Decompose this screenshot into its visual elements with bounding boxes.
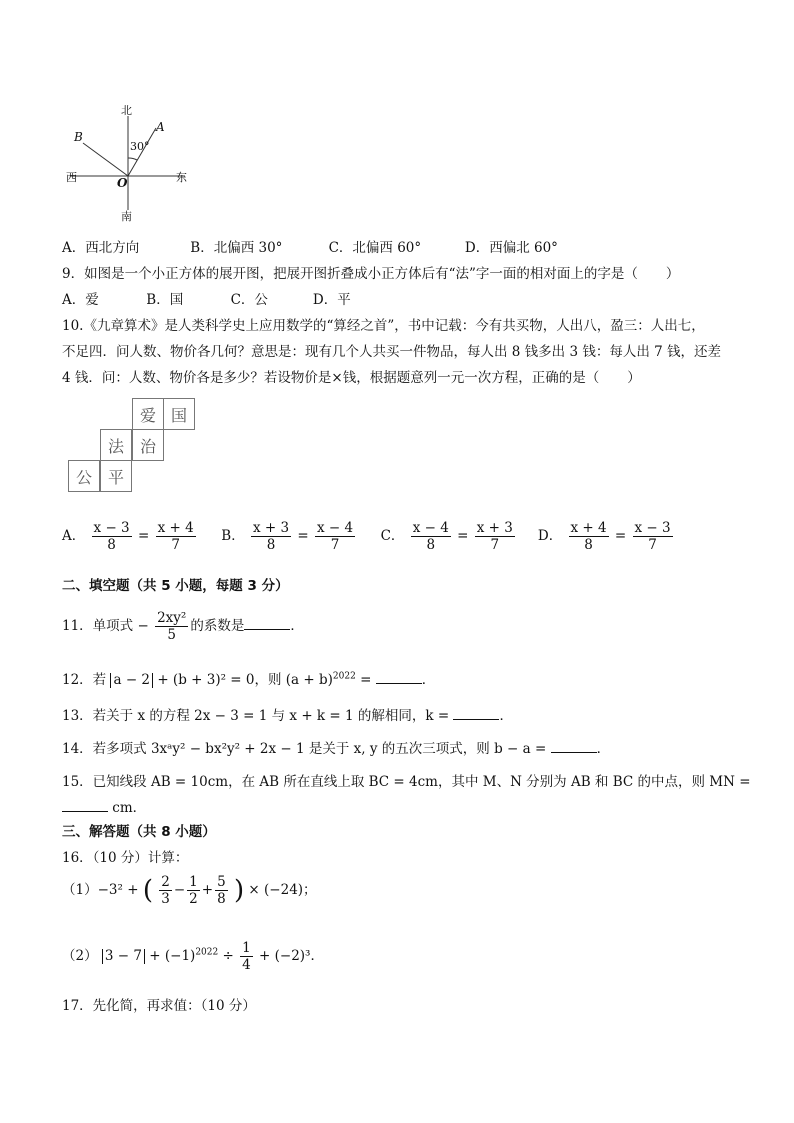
- net-cell-ai: 爱: [132, 398, 164, 430]
- q9-close: ）: [665, 266, 680, 282]
- net-cell-zhi: 治: [132, 429, 164, 461]
- q10-option-a: A． $\frac{x - 3}{8}$ = $\frac{x + 4}{7}$: [62, 520, 194, 553]
- compass-east-label: 东: [176, 171, 187, 184]
- q10-line-2: 不足四．问人数、物价各几何？意思是：现有几个人共买一件物品，每人出 8 钱多出 3 钱：每人出 7 钱，还差: [62, 344, 722, 360]
- q11-answer-blank[interactable]: [244, 617, 290, 630]
- net-cell-gong: 公: [68, 460, 100, 492]
- q12-answer-blank[interactable]: [376, 671, 422, 684]
- compass-point-b: B: [74, 130, 83, 144]
- q11-question: 11．单项式 − $\frac{\text{2xy²}}{5}$ 的系数是 ．: [62, 610, 304, 643]
- section-3-title: 三、解答题（共 8 小题）: [62, 824, 216, 840]
- q10-option-b: B． $\frac{x + 3}{8}$ = $\frac{x - 4}{7}$: [221, 520, 354, 553]
- q15-answer-blank[interactable]: [62, 799, 108, 812]
- compass-angle-label: 30°: [130, 140, 150, 153]
- section-2-title: 二、填空题（共 5 小题，每题 3 分）: [62, 578, 289, 594]
- q8-option-a: A．西北方向: [62, 240, 140, 256]
- q13-question: 13．若关于 x 的方程 2x − 3 = 1 与 x + k = 1 的解相同，k = ．: [62, 708, 513, 724]
- q9-text: 9．如图是一个小正方体的展开图，把展开图折叠成小正方体后有“法”字一面的相对面上的字是（: [62, 266, 638, 282]
- q8-options: [62, 236, 558, 256]
- q10-close: ）: [627, 370, 641, 386]
- q9-question: [62, 262, 679, 282]
- net-cell-guo: 国: [163, 398, 195, 430]
- compass-south-label: 南: [121, 210, 132, 223]
- q8-option-c: C．北偏西 60°: [328, 240, 422, 256]
- q9-options: [62, 288, 351, 308]
- q15-line-2: cm．: [62, 796, 146, 816]
- q17-question: 17．先化简，再求值：（10 分）: [62, 998, 256, 1014]
- q16-title: 16．（10 分）计算：: [62, 850, 189, 866]
- q14-question: 14．若多项式 3xᵃy² − bx²y² + 2x − 1 是关于 x, y 的五次三项式，则 b − a = ．: [62, 741, 611, 757]
- q9-option-a: A．爱: [62, 292, 99, 308]
- q10-line-1: 10.《九章算术》是人类科学史上应用数学的“算经之首”，书中记载：今有共买物，人出八，盈三：人出七，: [62, 318, 705, 334]
- compass-west-label: 西: [66, 171, 77, 184]
- compass-north-label: 北: [121, 104, 132, 117]
- q13-answer-blank[interactable]: [453, 707, 499, 720]
- cube-net: [68, 398, 198, 494]
- compass-origin-o: O: [117, 176, 128, 190]
- q9-option-d: D．平: [312, 292, 351, 308]
- q10-line-3: [62, 366, 641, 386]
- net-cell-fa: 法: [100, 429, 132, 461]
- q9-option-c: C．公: [230, 292, 268, 308]
- q10-option-d: D． $\frac{x + 4}{8}$ = $\frac{x - 3}{7}$: [537, 520, 671, 553]
- q14-answer-blank[interactable]: [551, 740, 597, 753]
- q16-part-1: （1）−3² + ( $\frac{2}{3}$ − $\frac{1}{2}$ + $\frac{5}{8}$ ) × (−24)；: [62, 874, 317, 907]
- q9-option-b: B．国: [146, 292, 184, 308]
- q15-line-1: 15．已知线段 AB = 10cm，在 AB 所在直线上取 BC = 4cm，其中 M、N 分别为 AB 和 BC 的中点，则 MN =: [62, 774, 751, 790]
- q8-option-b: B．北偏西 30°: [190, 240, 283, 256]
- net-cell-ping: 平: [100, 460, 132, 492]
- q10-line-3-text: 4 钱．问：人数、物价各是多少？若设物价是×钱，根据题意列一元一次方程，正确的是（: [62, 370, 600, 386]
- q12-question: 12．若 a − 2 + (b + 3)² = 0，则 $(a + b)^{2022}$ = ．: [62, 671, 436, 688]
- q8-option-d: D．西偏北 60°: [464, 240, 558, 256]
- compass-point-a: A: [156, 120, 165, 134]
- q16-part-2: （2） $3 - 7 + (-1)^{2022}$ ÷ $\frac{1}{4}$ + (−2)³．: [62, 940, 324, 973]
- q10-option-c: C． $\frac{x - 4}{8}$ = $\frac{x + 3}{7}$: [380, 520, 513, 553]
- q10-options: [62, 520, 675, 553]
